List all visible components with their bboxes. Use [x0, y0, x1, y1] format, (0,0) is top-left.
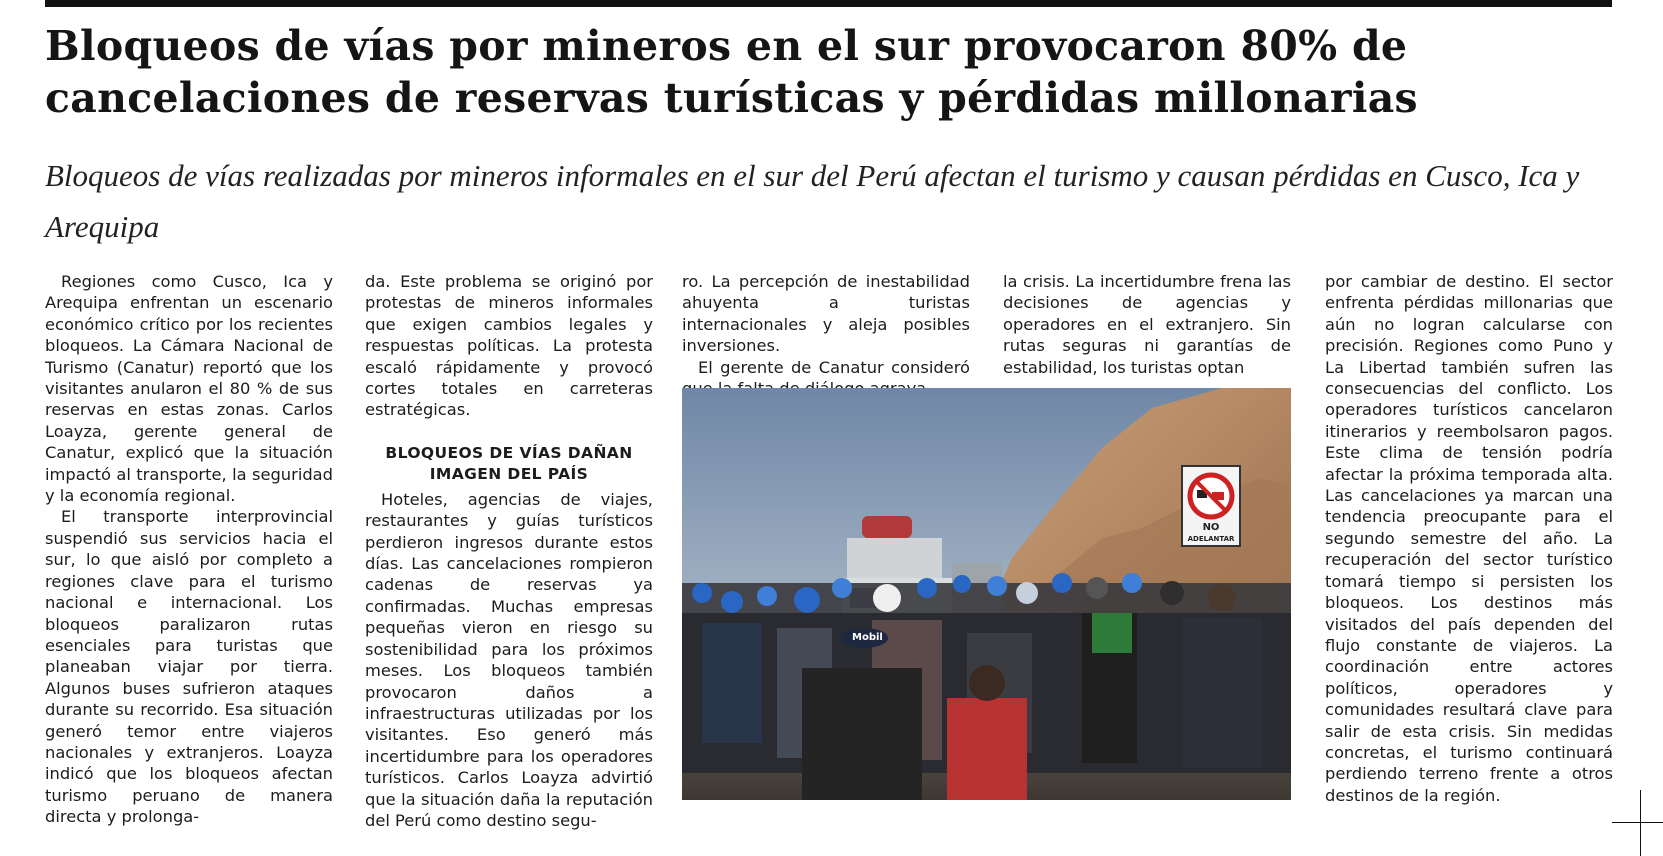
protest-photo-illustration — [682, 388, 1291, 800]
cap-logo-text: Mobil — [852, 632, 883, 643]
body-paragraph: Hoteles, agencias de viajes, restaurantes y guías turísticos perdieron ingresos durante estos días. Las cancelaciones rompieron cadenas de reservas ya confirmadas. Muchas empresas pequeñas vieron en riesgo su sostenibilidad para los próximos meses. Los bloqueos también provocaron daños a infraestructuras utilizadas por los visitantes. Eso generó más incertidumbre para los operadores turísticos. Carlos Loayza advirtió que la situación daña la reputación del Perú como destino segu- — [365, 489, 653, 830]
crop-mark — [1640, 790, 1641, 856]
column-5 — [1325, 271, 1613, 806]
sign-text: NO — [1202, 522, 1220, 533]
column-4 — [1003, 271, 1291, 378]
sign-text: ADELANTAR — [1187, 535, 1235, 543]
top-rule — [45, 0, 1612, 7]
column-3 — [682, 271, 970, 399]
body-paragraph: El transporte interprovincial suspendió sus servicios hacia el sur, lo que aisló por completo a regiones clave para el turismo nacional e internacional. Los bloqueos paralizaron rutas esenciales para turistas que planeaban viajar por tierra. Algunos buses sufrieron ataques durante su recorrido. Esa situación generó temor entre viajeros nacionales y extranjeros. Loayza indicó que los bloqueos afectan turismo peruano de manera directa y prolonga- — [45, 507, 333, 827]
column-2 — [365, 271, 653, 831]
crop-mark — [1612, 822, 1663, 823]
section-subhead: BLOQUEOS DE VÍAS DAÑAN IMAGEN DEL PAÍS — [385, 443, 633, 483]
deck-subtitle: Bloqueos de vías realizadas por mineros informales en el sur del Perú afectan el turismo y causan pérdidas en Cusco, Ica y Arequipa — [45, 158, 1580, 244]
headline: Bloqueos de vías por mineros en el sur provocaron 80% de cancelaciones de reservas turísticas y pérdidas millonarias — [45, 22, 1418, 122]
body-paragraph: Regiones como Cusco, Ica y Arequipa enfrentan un escenario económico crítico por los recientes bloqueos. La Cámara Nacional de Turismo (Canatur) reportó que los visitantes anularon el 80 % de sus reservas en estas zonas. Carlos Loayza, gerente general de Canatur, explicó que la situación impactó al transporte, la seguridad y la economía regional. — [45, 272, 333, 506]
crowd — [682, 573, 1291, 800]
column-1 — [45, 271, 333, 828]
body-paragraph: la crisis. La incertidumbre frena las decisiones de agencias y operadores en el extranjero. Sin rutas seguras ni garantías de estabilidad, los turistas optan — [1003, 272, 1291, 377]
body-paragraph: El gerente de Canatur consideró — [698, 357, 970, 377]
news-photo — [682, 388, 1291, 800]
body-paragraph: por cambiar de destino. El sector enfrenta pérdidas millonarias que aún no logran calcularse con precisión. Regiones como Puno y La Libertad también sufren las consecuencias del conflicto. Los operadores turísticos cancelaron itinerarios y reembolsaron pagos. Este clima de tensión podría afectar la próxima temporada alta. Las cancelaciones ya marcan una tendencia preocupante para el segundo semestre del año. La recuperación del sector turístico tomará tiempo si persisten los bloqueos. Los destinos más visitados del país dependen del flujo constante de viajeros. La coordinación entre actores políticos, operadores y comunidades resultará clave para salir de esta crisis. Sin medidas concretas, el turismo continuará perdiendo terreno frente a otros destinos de la región. — [1325, 272, 1613, 805]
body-paragraph: da. Este problema se originó por protestas de mineros informales que exigen cambios legales y respuestas políticas. La protesta escaló rápidamente y provocó cortes totales en carreteras estratégicas. — [365, 272, 653, 420]
body-paragraph: ro. La percepción de inestabilidad ahuyenta a turistas internacionales y aleja posibles inversiones. — [682, 272, 970, 356]
